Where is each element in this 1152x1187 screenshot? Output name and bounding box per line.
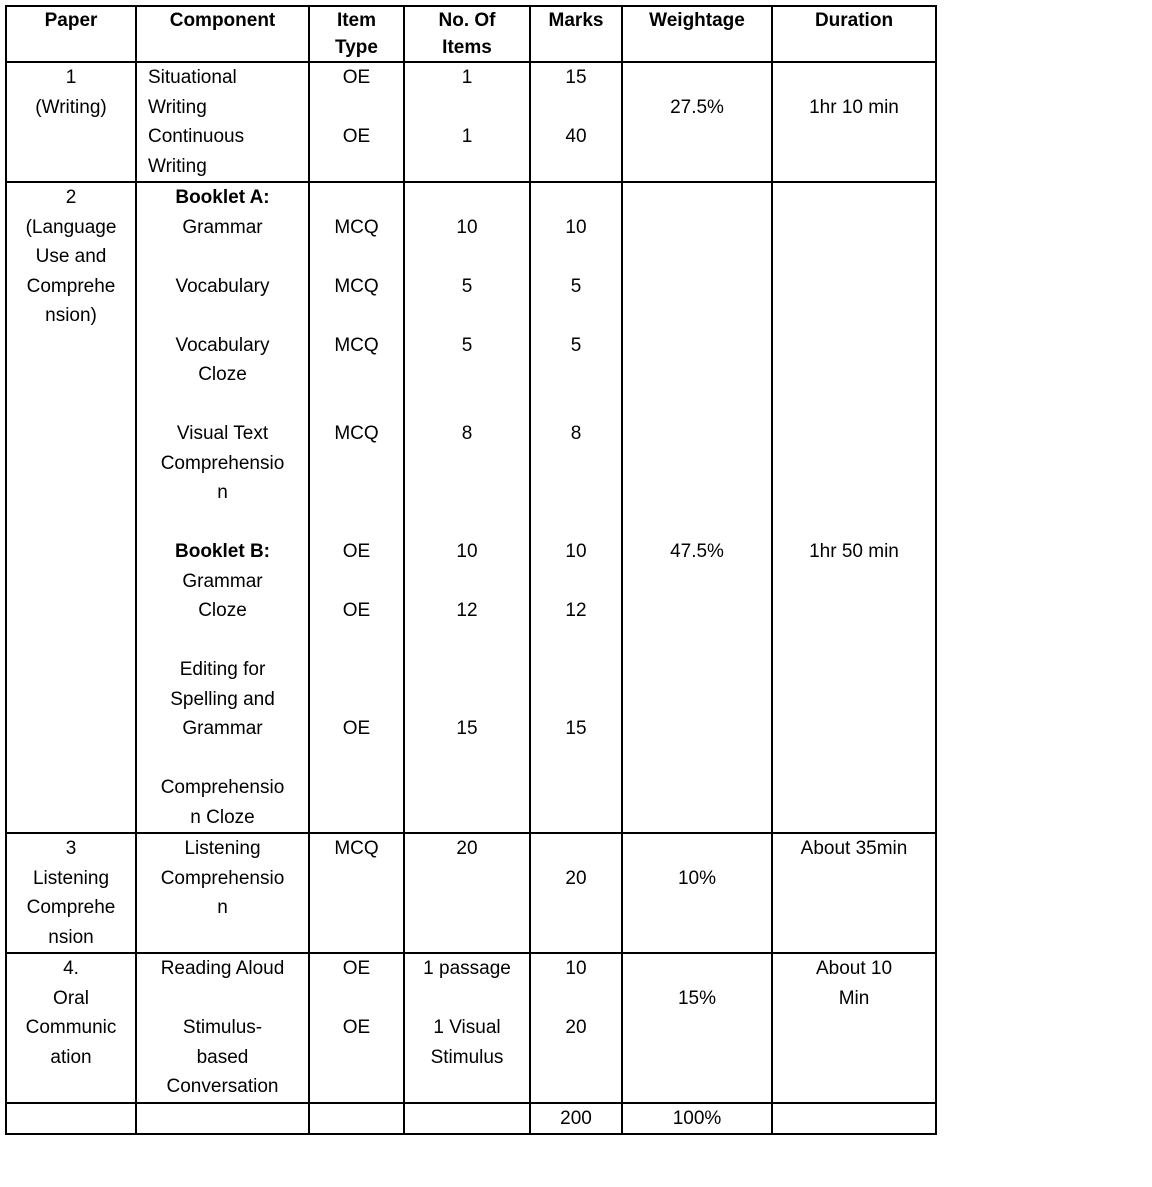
- cell-line: [137, 301, 308, 331]
- table-row-totals-row: [6, 1103, 936, 1135]
- header-line: Items: [442, 37, 492, 58]
- cell-line: 1: [461, 67, 473, 88]
- cell-line: Reading Aloud: [160, 958, 285, 979]
- table-row-paper-1-writing: [6, 62, 936, 182]
- cell-line: Continuous: [148, 126, 245, 147]
- cell-line: n: [217, 897, 228, 918]
- header-line: No. Of: [438, 10, 496, 31]
- cell-line: ation: [50, 1046, 92, 1068]
- cell-line: [310, 93, 403, 123]
- table-cell: [530, 62, 622, 182]
- cell-line: [310, 449, 403, 479]
- cell-line: [773, 419, 935, 449]
- cell-line: 10: [456, 216, 478, 238]
- table-cell: [772, 62, 936, 182]
- cell-line: [137, 242, 308, 272]
- header-line: Item: [336, 10, 377, 31]
- cell-line: [623, 63, 771, 93]
- cell-line: [310, 1104, 403, 1134]
- cell-line: MCQ: [334, 334, 379, 356]
- cell-line: [137, 626, 308, 656]
- cell-line: [405, 567, 529, 597]
- table-cell: [622, 953, 772, 1103]
- cell-line: About 10: [815, 958, 893, 979]
- cell-line: [405, 478, 529, 508]
- cell-line: [773, 1104, 935, 1134]
- cell-line: [310, 567, 403, 597]
- cell-line: 1hr 50 min: [809, 541, 899, 562]
- table-cell: [136, 62, 309, 182]
- cell-line: Oral: [53, 987, 89, 1009]
- table-row-paper-4-oral-communication: [6, 953, 936, 1103]
- cell-line: 1 Visual: [433, 1017, 501, 1038]
- cell-line: [531, 478, 621, 508]
- cell-line: [137, 508, 308, 538]
- cell-line: [405, 685, 529, 715]
- cell-line: 100%: [672, 1107, 722, 1129]
- cell-line: 15%: [677, 987, 717, 1009]
- column-header: [622, 6, 772, 62]
- cell-line: [531, 242, 621, 272]
- cell-line: Communic: [25, 1017, 117, 1038]
- table-cell: [404, 1103, 530, 1135]
- column-header: [772, 6, 936, 62]
- cell-line: [773, 272, 935, 302]
- header-line: Marks: [548, 10, 604, 31]
- cell-line: Grammar: [182, 718, 263, 739]
- cell-line: Comprehensio: [160, 777, 285, 798]
- table-cell: [309, 182, 404, 833]
- cell-line: 4.: [63, 958, 79, 979]
- column-header: [530, 6, 622, 62]
- cell-line: OE: [342, 600, 371, 621]
- cell-line: About 35min: [800, 838, 908, 859]
- cell-line: 8: [461, 423, 473, 444]
- table-cell: [622, 833, 772, 953]
- cell-line: [531, 301, 621, 331]
- cell-line: [531, 626, 621, 656]
- cell-line: 1hr 10 min: [809, 96, 899, 118]
- cell-line: OE: [342, 1017, 371, 1038]
- cell-line: 10: [565, 216, 587, 238]
- table-cell: [622, 182, 772, 833]
- cell-line: 47.5%: [670, 541, 724, 562]
- cell-line: based: [196, 1046, 249, 1068]
- cell-line: Stimulus-: [182, 1017, 263, 1038]
- cell-line: [623, 508, 771, 538]
- cell-line: [310, 183, 403, 213]
- cell-line: Stimulus: [430, 1046, 504, 1068]
- cell-line: [623, 419, 771, 449]
- cell-line: Booklet B:: [175, 541, 270, 562]
- column-header: [6, 6, 136, 62]
- table-cell: [136, 182, 309, 833]
- cell-line: [623, 360, 771, 390]
- cell-line: [310, 508, 403, 538]
- cell-line: [531, 685, 621, 715]
- cell-line: [405, 508, 529, 538]
- cell-line: Comprehe: [26, 897, 116, 918]
- cell-line: [773, 213, 935, 243]
- cell-line: [773, 301, 935, 331]
- cell-line: [7, 1104, 135, 1134]
- cell-line: 12: [456, 600, 478, 621]
- table-row-paper-3-listening-comprehension: [6, 833, 936, 953]
- header-line: Duration: [814, 10, 894, 31]
- cell-line: 10: [456, 541, 478, 562]
- header-line: Weightage: [649, 10, 745, 31]
- cell-line: [405, 655, 529, 685]
- cell-line: [405, 360, 529, 390]
- cell-line: n Cloze: [190, 806, 255, 828]
- cell-line: [773, 390, 935, 420]
- header-line: Type: [335, 37, 378, 58]
- cell-line: [623, 272, 771, 302]
- cell-line: Grammar: [182, 570, 263, 592]
- cell-line: Writing: [148, 155, 207, 177]
- cell-line: [623, 213, 771, 243]
- cell-line: 15: [565, 718, 587, 739]
- cell-line: 200: [560, 1107, 592, 1129]
- table-cell: [622, 1103, 772, 1135]
- cell-line: [623, 834, 771, 864]
- cell-line: 5: [461, 334, 473, 356]
- table-cell: [530, 182, 622, 833]
- cell-line: [405, 183, 529, 213]
- cell-line: Visual Text: [176, 423, 269, 444]
- cell-line: MCQ: [334, 423, 379, 444]
- table-cell: [6, 62, 136, 182]
- cell-line: 27.5%: [670, 96, 724, 118]
- cell-line: 15: [456, 718, 478, 739]
- cell-line: [310, 685, 403, 715]
- table-cell: [772, 182, 936, 833]
- cell-line: 15: [565, 67, 587, 88]
- cell-line: 40: [565, 126, 587, 147]
- cell-line: [773, 478, 935, 508]
- cell-line: Spelling and: [170, 688, 275, 710]
- table-cell: [309, 62, 404, 182]
- cell-line: [310, 360, 403, 390]
- cell-line: Comprehensio: [160, 867, 285, 889]
- cell-line: [773, 331, 935, 361]
- cell-line: Vocabulary: [175, 275, 270, 297]
- cell-line: [773, 183, 935, 213]
- cell-line: 20: [565, 867, 587, 889]
- cell-line: 5: [570, 334, 582, 356]
- cell-line: [405, 390, 529, 420]
- cell-line: 3: [65, 838, 77, 859]
- cell-line: [310, 655, 403, 685]
- cell-line: OE: [342, 126, 371, 147]
- cell-line: 10%: [677, 867, 717, 889]
- cell-line: [623, 478, 771, 508]
- cell-line: Min: [838, 987, 870, 1009]
- table-header: [6, 6, 936, 62]
- cell-line: Comprehe: [26, 275, 116, 297]
- table-cell: [530, 953, 622, 1103]
- header-row: [6, 6, 936, 62]
- cell-line: [405, 449, 529, 479]
- cell-line: 2: [65, 187, 77, 208]
- cell-line: [623, 954, 771, 984]
- cell-line: Cloze: [198, 364, 247, 385]
- cell-line: [531, 834, 621, 864]
- exam-structure-table: [5, 5, 937, 1135]
- cell-line: Listening: [184, 838, 261, 859]
- table-cell: [309, 833, 404, 953]
- table-cell: [404, 953, 530, 1103]
- cell-line: [310, 478, 403, 508]
- header-line: Component: [169, 10, 276, 31]
- cell-line: (Language: [25, 216, 117, 238]
- cell-line: Comprehensio: [160, 452, 285, 474]
- table-cell: [136, 1103, 309, 1135]
- cell-line: MCQ: [334, 275, 379, 297]
- cell-line: [310, 984, 403, 1014]
- cell-line: nsion: [48, 926, 94, 948]
- cell-line: [137, 744, 308, 774]
- table-cell: [772, 1103, 936, 1135]
- table-cell: [6, 1103, 136, 1135]
- cell-line: [310, 390, 403, 420]
- cell-line: 1: [65, 67, 77, 88]
- cell-line: [405, 984, 529, 1014]
- cell-line: 5: [461, 275, 473, 297]
- cell-line: [623, 301, 771, 331]
- cell-line: [773, 360, 935, 390]
- cell-line: 20: [456, 838, 478, 859]
- cell-line: OE: [342, 958, 371, 979]
- cell-line: [405, 242, 529, 272]
- cell-line: [773, 508, 935, 538]
- cell-line: [405, 301, 529, 331]
- cell-line: [623, 449, 771, 479]
- table-cell: [404, 182, 530, 833]
- cell-line: Conversation: [166, 1076, 279, 1097]
- cell-line: Use and: [35, 246, 107, 267]
- cell-line: 8: [570, 423, 582, 444]
- cell-line: [137, 1104, 308, 1134]
- cell-line: [623, 242, 771, 272]
- table-cell: [404, 833, 530, 953]
- cell-line: 10: [565, 541, 587, 562]
- table-cell: [136, 833, 309, 953]
- header-line: Paper: [44, 10, 98, 31]
- cell-line: 20: [565, 1017, 587, 1038]
- cell-line: MCQ: [334, 838, 379, 859]
- cell-line: Vocabulary: [175, 334, 270, 356]
- cell-line: [405, 93, 529, 123]
- cell-line: 5: [570, 275, 582, 297]
- cell-line: 1: [461, 126, 473, 147]
- table-cell: [6, 833, 136, 953]
- cell-line: [531, 93, 621, 123]
- cell-line: Writing: [148, 96, 207, 118]
- cell-line: Situational: [148, 67, 237, 88]
- cell-line: [405, 626, 529, 656]
- cell-line: [531, 183, 621, 213]
- cell-line: [531, 360, 621, 390]
- cell-line: [531, 508, 621, 538]
- cell-line: [773, 242, 935, 272]
- cell-line: OE: [342, 541, 371, 562]
- column-header: [404, 6, 530, 62]
- table-cell: [6, 953, 136, 1103]
- table-cell: [309, 953, 404, 1103]
- cell-line: Booklet A:: [175, 187, 270, 208]
- cell-line: [137, 984, 308, 1014]
- cell-line: [405, 1104, 529, 1134]
- cell-line: [310, 626, 403, 656]
- cell-line: [310, 242, 403, 272]
- cell-line: [773, 63, 935, 93]
- cell-line: [531, 567, 621, 597]
- cell-line: OE: [342, 718, 371, 739]
- column-header: [136, 6, 309, 62]
- cell-line: 10: [565, 958, 587, 979]
- cell-line: [137, 390, 308, 420]
- table-cell: [772, 953, 936, 1103]
- table-cell: [136, 953, 309, 1103]
- column-header: [309, 6, 404, 62]
- cell-line: [531, 655, 621, 685]
- cell-line: [773, 449, 935, 479]
- cell-line: OE: [342, 67, 371, 88]
- cell-line: 12: [565, 600, 587, 621]
- cell-line: (Writing): [35, 96, 107, 118]
- cell-line: [531, 390, 621, 420]
- table-body: [6, 62, 936, 1134]
- cell-line: n: [217, 482, 228, 503]
- cell-line: [623, 183, 771, 213]
- cell-line: MCQ: [334, 216, 379, 238]
- cell-line: 1 passage: [423, 958, 511, 979]
- cell-line: Grammar: [182, 216, 263, 238]
- cell-line: [623, 390, 771, 420]
- cell-line: [310, 301, 403, 331]
- cell-line: Cloze: [198, 600, 247, 621]
- cell-line: nsion): [45, 305, 97, 326]
- table-cell: [530, 1103, 622, 1135]
- table-row-paper-2-language-use-and-comprehension: [6, 182, 936, 833]
- cell-line: [531, 449, 621, 479]
- table-cell: [309, 1103, 404, 1135]
- cell-line: Editing for: [179, 659, 266, 680]
- table-cell: [622, 62, 772, 182]
- table-cell: [6, 182, 136, 833]
- table-cell: [530, 833, 622, 953]
- cell-line: [531, 984, 621, 1014]
- cell-line: Listening: [32, 867, 110, 889]
- table-cell: [772, 833, 936, 953]
- cell-line: [623, 331, 771, 361]
- table-cell: [404, 62, 530, 182]
